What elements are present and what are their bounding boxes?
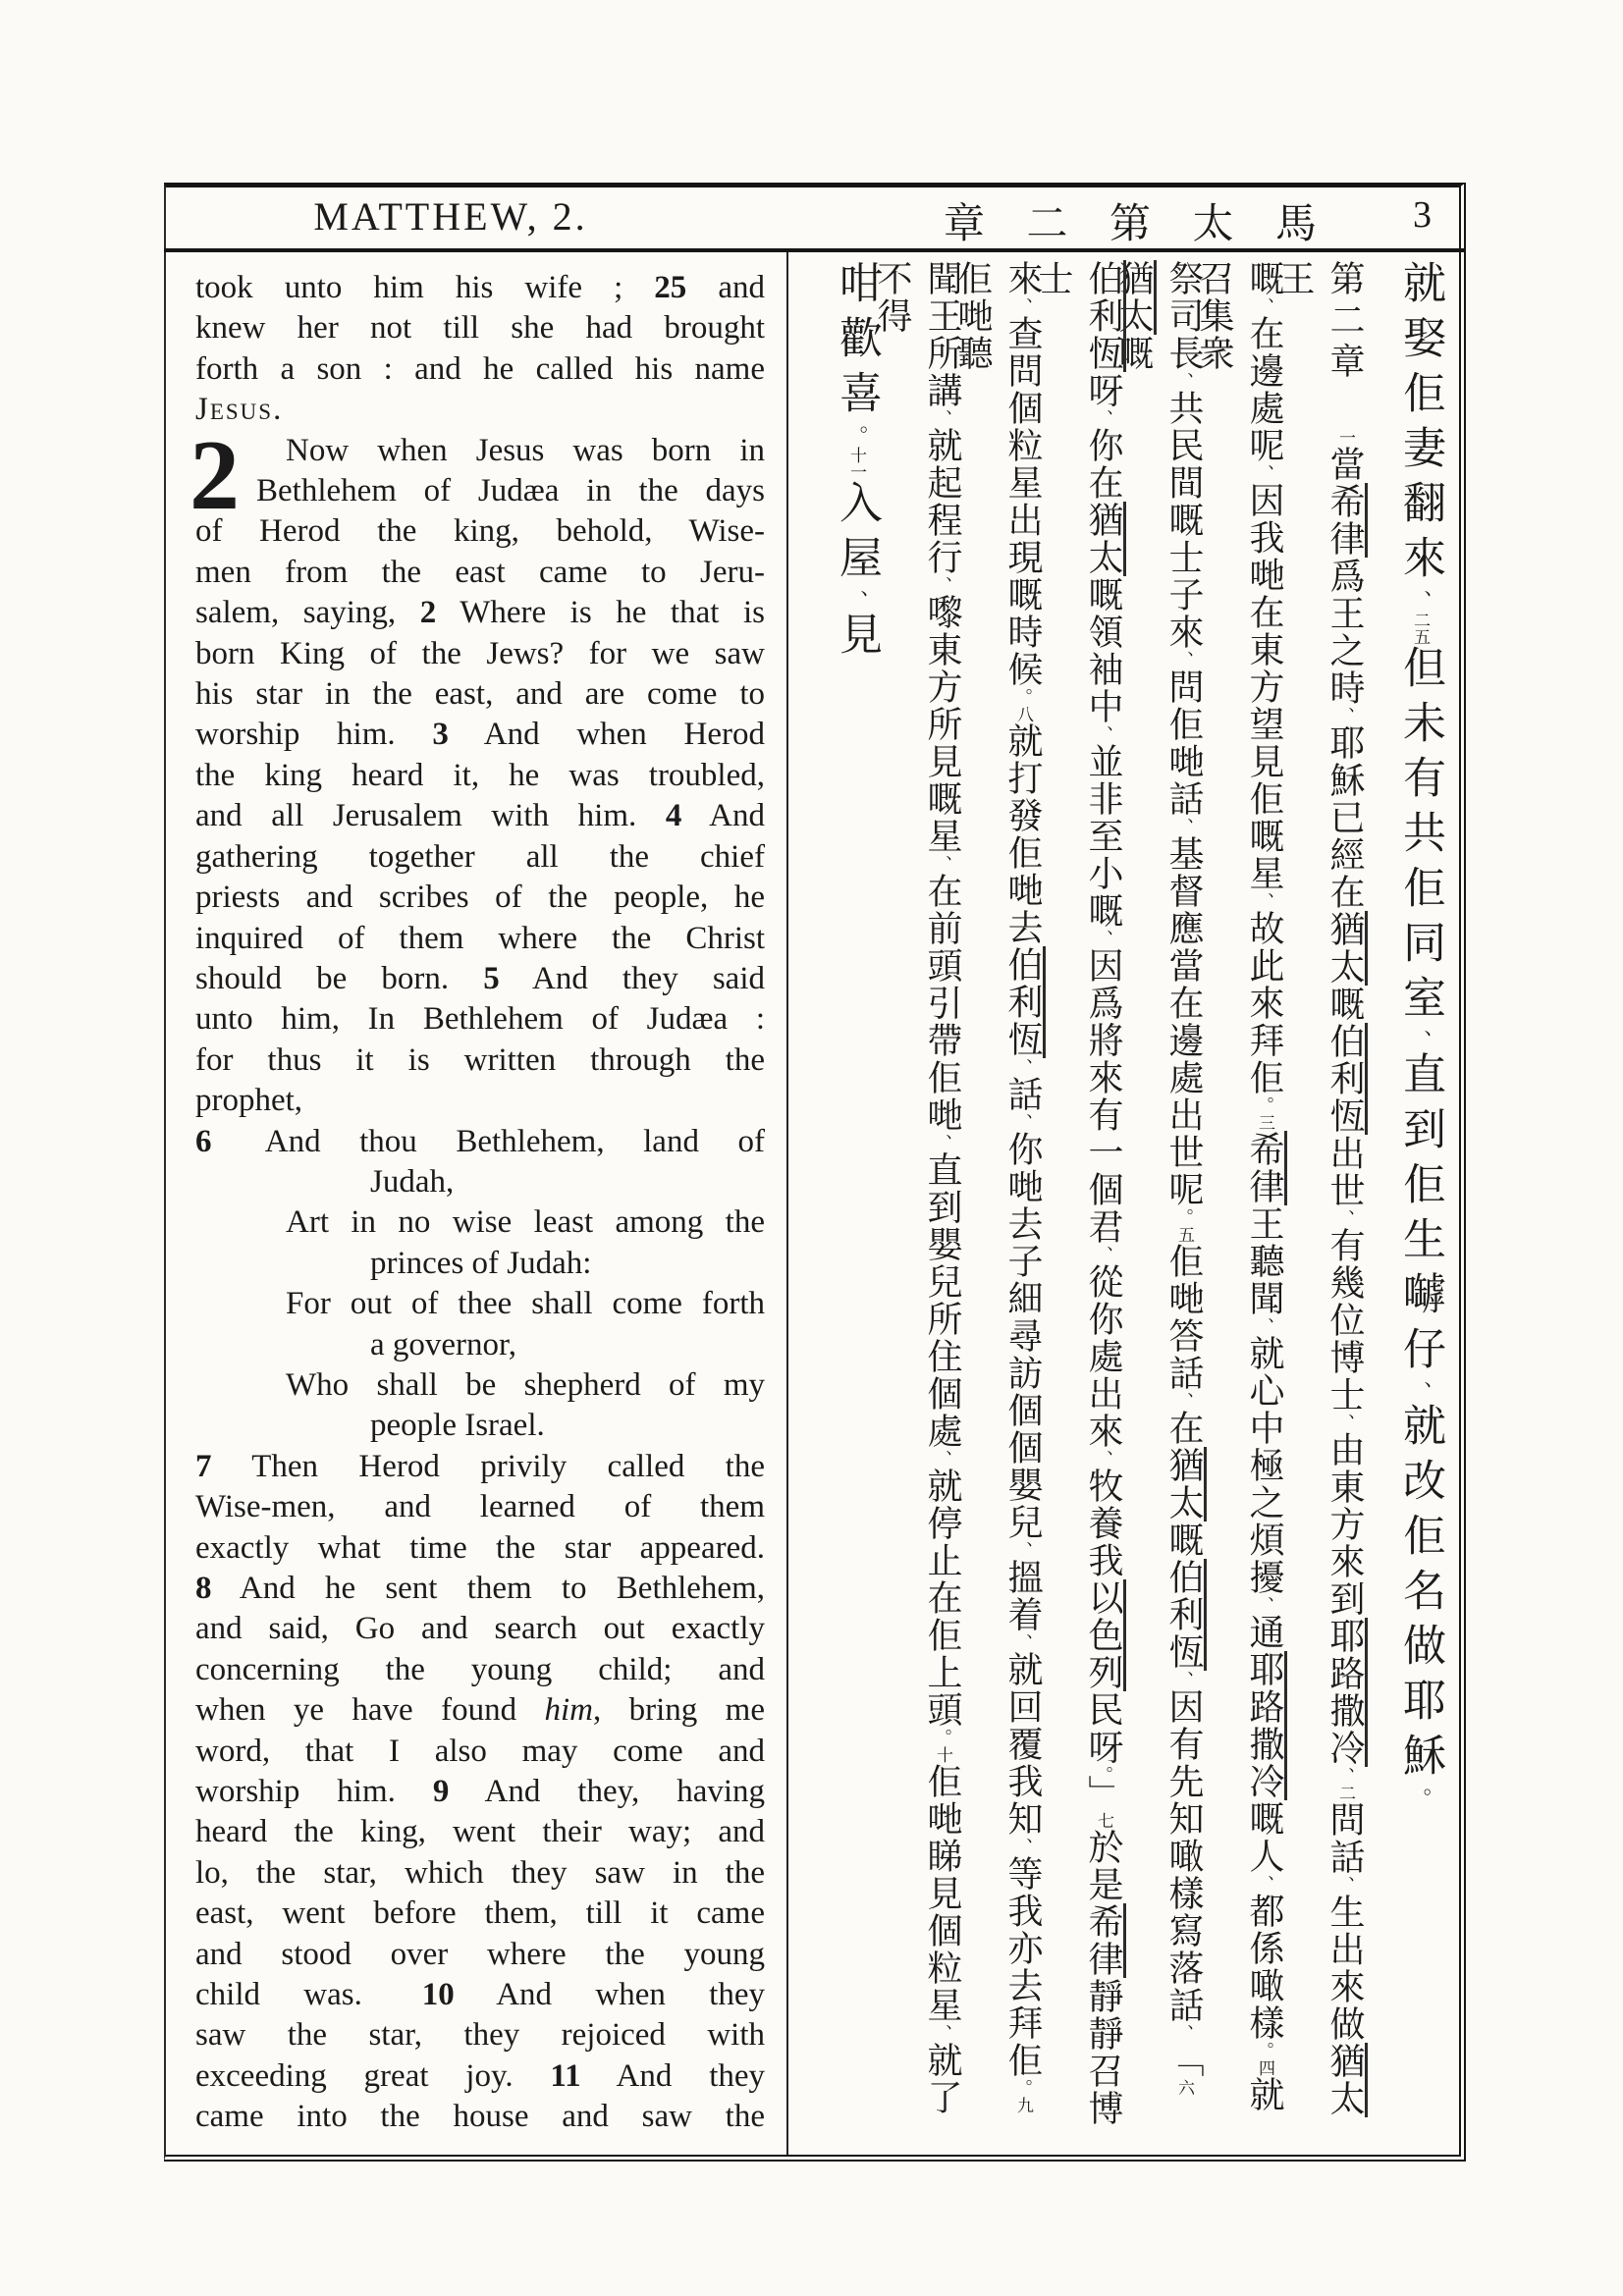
proper-noun-mark: 耶路撒冷: [1245, 1651, 1287, 1800]
proper-noun-mark: 以色列: [1084, 1579, 1126, 1691]
english-line: for thus it is written through the: [195, 1041, 765, 1078]
english-line: born King of the Jews? for we saw: [195, 635, 765, 671]
verse-number: 七: [1095, 1812, 1113, 1829]
english-line: and said, Go and search out exactly: [195, 1611, 765, 1647]
english-line: Wise-men, and learned of them: [195, 1489, 765, 1525]
english-line: gathering together all the chief: [195, 838, 765, 875]
english-column: [189, 268, 766, 2138]
english-line: Who shall be shepherd of my: [286, 1366, 765, 1403]
proper-noun-mark: 猶太: [1325, 2043, 1368, 2117]
english-line: forth a son : and he called his name: [195, 350, 765, 387]
english-line: inquired of them where the Christ: [195, 920, 765, 956]
english-line: worship him. 9 And they, having: [195, 1774, 766, 1810]
english-line: priests and scribes of the people, he: [195, 880, 765, 916]
chinese-text-column-3: 嘅、在邊處呢、因我哋在東方望見佢嘅星、故此來拜佢。三希律王聽聞、就心中極之煩擾、通耶路撒冷嘅人、都係噉樣。四就召集衆: [1245, 260, 1290, 2129]
proper-noun-mark: 希律: [1245, 1131, 1287, 1205]
english-line: heard the king, went their way; and: [195, 1814, 765, 1850]
english-line: prophet,: [195, 1083, 303, 1119]
chapter-drop-cap: 2: [189, 419, 240, 531]
english-line: Art in no wise least among the: [286, 1204, 765, 1241]
proper-noun-mark: 猶太: [1325, 911, 1368, 986]
english-line: the king heard it, he was troubled,: [195, 757, 765, 793]
verse-number: 一: [1336, 429, 1355, 446]
english-line: child was. 10 And when they: [195, 1977, 765, 2013]
chinese-text-column-8: 咁歡喜。十一入屋、見: [833, 260, 881, 667]
english-line: when ye have found him, bring me: [195, 1692, 765, 1729]
proper-noun-mark: 希律: [1325, 483, 1368, 558]
header-title-english: MATTHEW, 2.: [313, 194, 588, 239]
english-line: 7 Then Herod privily called the: [195, 1448, 765, 1484]
verse-number: 四: [1256, 2059, 1274, 2076]
proper-noun-mark: 猶太: [1114, 260, 1157, 335]
english-line: worship him. 3 And when Herod: [195, 717, 765, 753]
english-line: For out of thee shall come forth: [286, 1286, 765, 1322]
english-line: Judah,: [370, 1163, 455, 1200]
verse-number: 八: [1014, 706, 1033, 722]
chinese-text-column-1: 就娶佢妻翻來、二五但未有共佢同室、直到佢生嚹仔、就改佢名做耶穌。: [1396, 260, 1444, 1809]
chinese-column: [806, 260, 1451, 2129]
proper-noun-mark: 伯利恆: [1325, 1023, 1368, 1135]
proper-noun-mark: 伯利恆: [1164, 1559, 1207, 1671]
verse-number: 九: [1014, 2097, 1033, 2113]
chinese-text-column-4: 祭司長、共民間嘅士子來、問佢哋話、基督應當在邊處出世呢。五佢哋答話、在猶太嘅伯利恆、因有先知噉樣寫落話、﹁六猶太嘅: [1164, 260, 1210, 2129]
english-line: knew her not till she had brought: [195, 310, 765, 347]
page-number: 3: [1413, 194, 1432, 236]
proper-noun-mark: 猶太: [1084, 502, 1126, 576]
english-line: Now when Jesus was born in: [286, 432, 765, 468]
english-line: took unto him his wife ; 25 and: [195, 270, 765, 305]
english-line: his star in the east, and are come to: [195, 676, 765, 713]
english-line: exceeding great joy. 11 And they: [195, 2057, 766, 2094]
verse-number: 十一: [847, 447, 866, 480]
verse-number: 六: [1175, 2079, 1194, 2096]
proper-noun-mark: 猶太: [1164, 1447, 1207, 1522]
english-line: Jesus.: [195, 392, 284, 428]
english-line: lo, the star, which they saw in the: [195, 1854, 765, 1891]
english-line: a governor,: [370, 1326, 516, 1362]
chapter-heading: 第二章: [1325, 260, 1365, 384]
english-line: princes of Judah:: [370, 1245, 592, 1281]
verse-number: 十: [934, 1746, 952, 1763]
english-line: came into the house and saw the: [195, 2099, 765, 2135]
proper-noun-mark: 伯利恆: [1003, 946, 1046, 1058]
header-title-chinese: 章 二 第 太 馬: [943, 202, 1332, 247]
proper-noun-mark: 伯利恆: [1084, 260, 1126, 372]
verse-number: 二五: [1411, 612, 1430, 645]
page-frame: [164, 183, 1466, 2162]
english-line: men from the east came to Jeru-: [195, 554, 765, 590]
page-content: [166, 252, 1459, 2155]
proper-noun-mark: 希律: [1084, 1903, 1126, 1978]
english-line: 8 And he sent them to Bethlehem,: [195, 1571, 765, 1606]
chinese-text-column-2: 第二章一當希律爲王之時、耶穌已經在猶太嘅伯利恆出世、有幾位博士、由東方來到耶路撒冷、二問話、生出來做猶太王: [1325, 260, 1371, 2129]
english-line: of Herod the king, behold, Wise-: [195, 513, 765, 550]
english-line: should be born. 5 And they said: [195, 960, 765, 996]
verse-number: 三: [1256, 1114, 1274, 1131]
english-line: word, that I also may come and: [195, 1733, 765, 1769]
verse-number: 五: [1175, 1226, 1194, 1243]
page-header: [166, 187, 1459, 248]
chinese-text-column-7: 聞王所講、就起程行、嚟東方所見嘅星、在前頭引帶佢哋、直到嬰兒所住個處、就停止在佢上頭。十佢哋睇見個粒星、就了不得: [873, 260, 962, 2116]
english-line: 6 And thou Bethlehem, land of: [195, 1123, 765, 1159]
chinese-text-column-6: 來、查問個粒星出現嘅時候。八就打發佢哋去伯利恆、話、你哋去子細尋訪個個嬰兒、搵着、就回覆我知、等我亦去拜佢。九佢哋聽: [1003, 260, 1049, 2129]
english-line: saw the star, they rejoiced with: [195, 2017, 765, 2054]
verse-number: 二: [1336, 1785, 1355, 1801]
english-line: east, went before them, till it came: [195, 1896, 765, 1932]
english-line: salem, saying, 2 Where is he that is: [195, 595, 765, 631]
english-line: exactly what time the star appeared.: [195, 1529, 765, 1566]
chinese-text-column-5: 伯利恆呀、你在猶太嘅領袖中、並非至小嘅、因爲將來有一個君、從你處出來、牧養我以色列民呀。﹂七於是希律靜靜召博士: [1084, 260, 1129, 2129]
english-line: concerning the young child; and: [195, 1651, 765, 1687]
english-line: and stood over where the young: [195, 1936, 765, 1972]
english-line: people Israel.: [370, 1408, 545, 1444]
column-divider: [786, 252, 788, 2155]
english-line: and all Jerusalem with him. 4 And: [195, 798, 765, 834]
proper-noun-mark: 耶路撒冷: [1325, 1618, 1368, 1767]
english-line: unto him, In Bethlehem of Judæa :: [195, 1001, 765, 1038]
english-line: Bethlehem of Judæa in the days: [256, 473, 765, 509]
